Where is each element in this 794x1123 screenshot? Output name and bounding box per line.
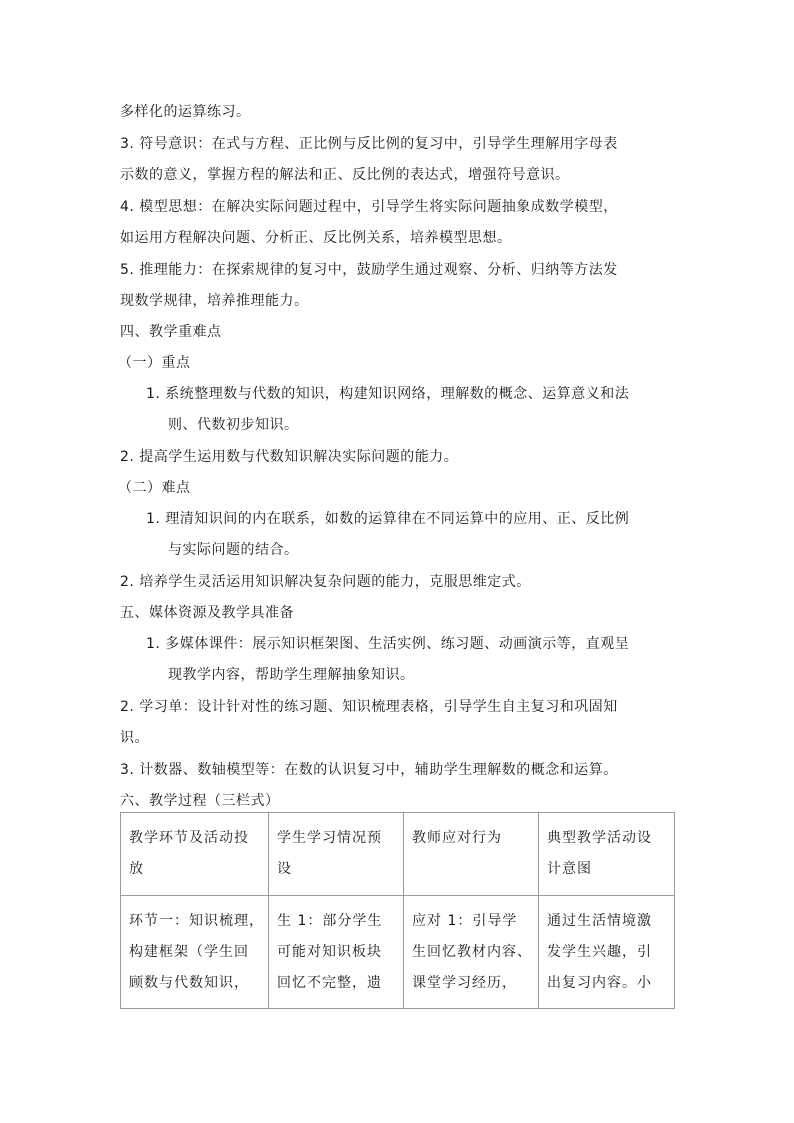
text-line: 现数学规律，培养推理能力。 <box>120 293 309 309</box>
text-line: 1. 多媒体课件：展示知识框架图、生活实例、练习题、动画演示等，直观呈 <box>146 636 630 652</box>
text-line: 识。 <box>120 730 149 746</box>
section-heading: 四、教学重难点 <box>120 324 222 340</box>
text-line: 2. 提高学生运用数与代数知识解决实际问题的能力。 <box>120 449 459 465</box>
text-line: 2. 学习单：设计针对性的练习题、知识梳理表格，引导学生自主复习和巩固知 <box>120 699 618 715</box>
text-line: 5. 推理能力：在探索规律的复习中，鼓励学生通过观察、分析、归纳等方法发 <box>120 262 618 278</box>
table-row <box>121 896 675 1009</box>
text-line: 2. 培养学生灵活运用知识解决复杂问题的能力，克服思维定式。 <box>120 574 531 590</box>
table-cell: 环节一：知识梳理， 构建框架（学生回 顾数与代数知识， <box>121 896 269 1009</box>
header-cell: 教师应对行为 <box>404 813 539 896</box>
text-line: 则、代数初步知识。 <box>168 417 299 433</box>
text-line: 与实际问题的结合。 <box>168 542 299 558</box>
table-cell: 通过生活情境激 发学生兴趣，引 出复习内容。小 <box>539 896 675 1009</box>
subsection-heading: （一）重点 <box>118 355 191 371</box>
header-cell: 教学环节及活动投 放 <box>121 813 269 896</box>
table-header-row <box>121 813 675 896</box>
teaching-process-table <box>120 812 675 1009</box>
text-line: 现教学内容，帮助学生理解抽象知识。 <box>168 667 415 683</box>
table-cell: 生 1：部分学生 可能对知识板块 回忆不完整，遗 <box>269 896 404 1009</box>
text-line: 1. 系统整理数与代数的知识，构建知识网络，理解数的概念、运算意义和法 <box>146 386 630 402</box>
header-cell: 典型教学活动设 计意图 <box>539 813 675 896</box>
text-line: 1. 理清知识间的内在联系，如数的运算律在不同运算中的应用、正、反比例 <box>146 511 630 527</box>
table-cell: 应对 1：引导学 生回忆教材内容、 课堂学习经历， <box>404 896 539 1009</box>
text-line: 3. 计数器、数轴模型等：在数的认识复习中，辅助学生理解数的概念和运算。 <box>120 762 618 778</box>
section-heading: 六、教学过程（三栏式） <box>120 793 280 809</box>
text-line: 示数的意义，掌握方程的解法和正、反比例的表达式，增强符号意识。 <box>120 167 570 183</box>
text-line: 如运用方程解决问题、分析正、反比例关系，培养模型思想。 <box>120 230 512 246</box>
subsection-heading: （二）难点 <box>118 480 191 496</box>
text-line: 4. 模型思想：在解决实际问题过程中，引导学生将实际问题抽象成数学模型， <box>120 199 618 215</box>
text-line: 3. 符号意识：在式与方程、正比例与反比例的复习中，引导学生理解用字母表 <box>120 136 618 152</box>
header-cell: 学生学习情况预 设 <box>269 813 404 896</box>
text-line: 多样化的运算练习。 <box>120 104 251 120</box>
section-heading: 五、媒体资源及教学具准备 <box>120 605 294 621</box>
